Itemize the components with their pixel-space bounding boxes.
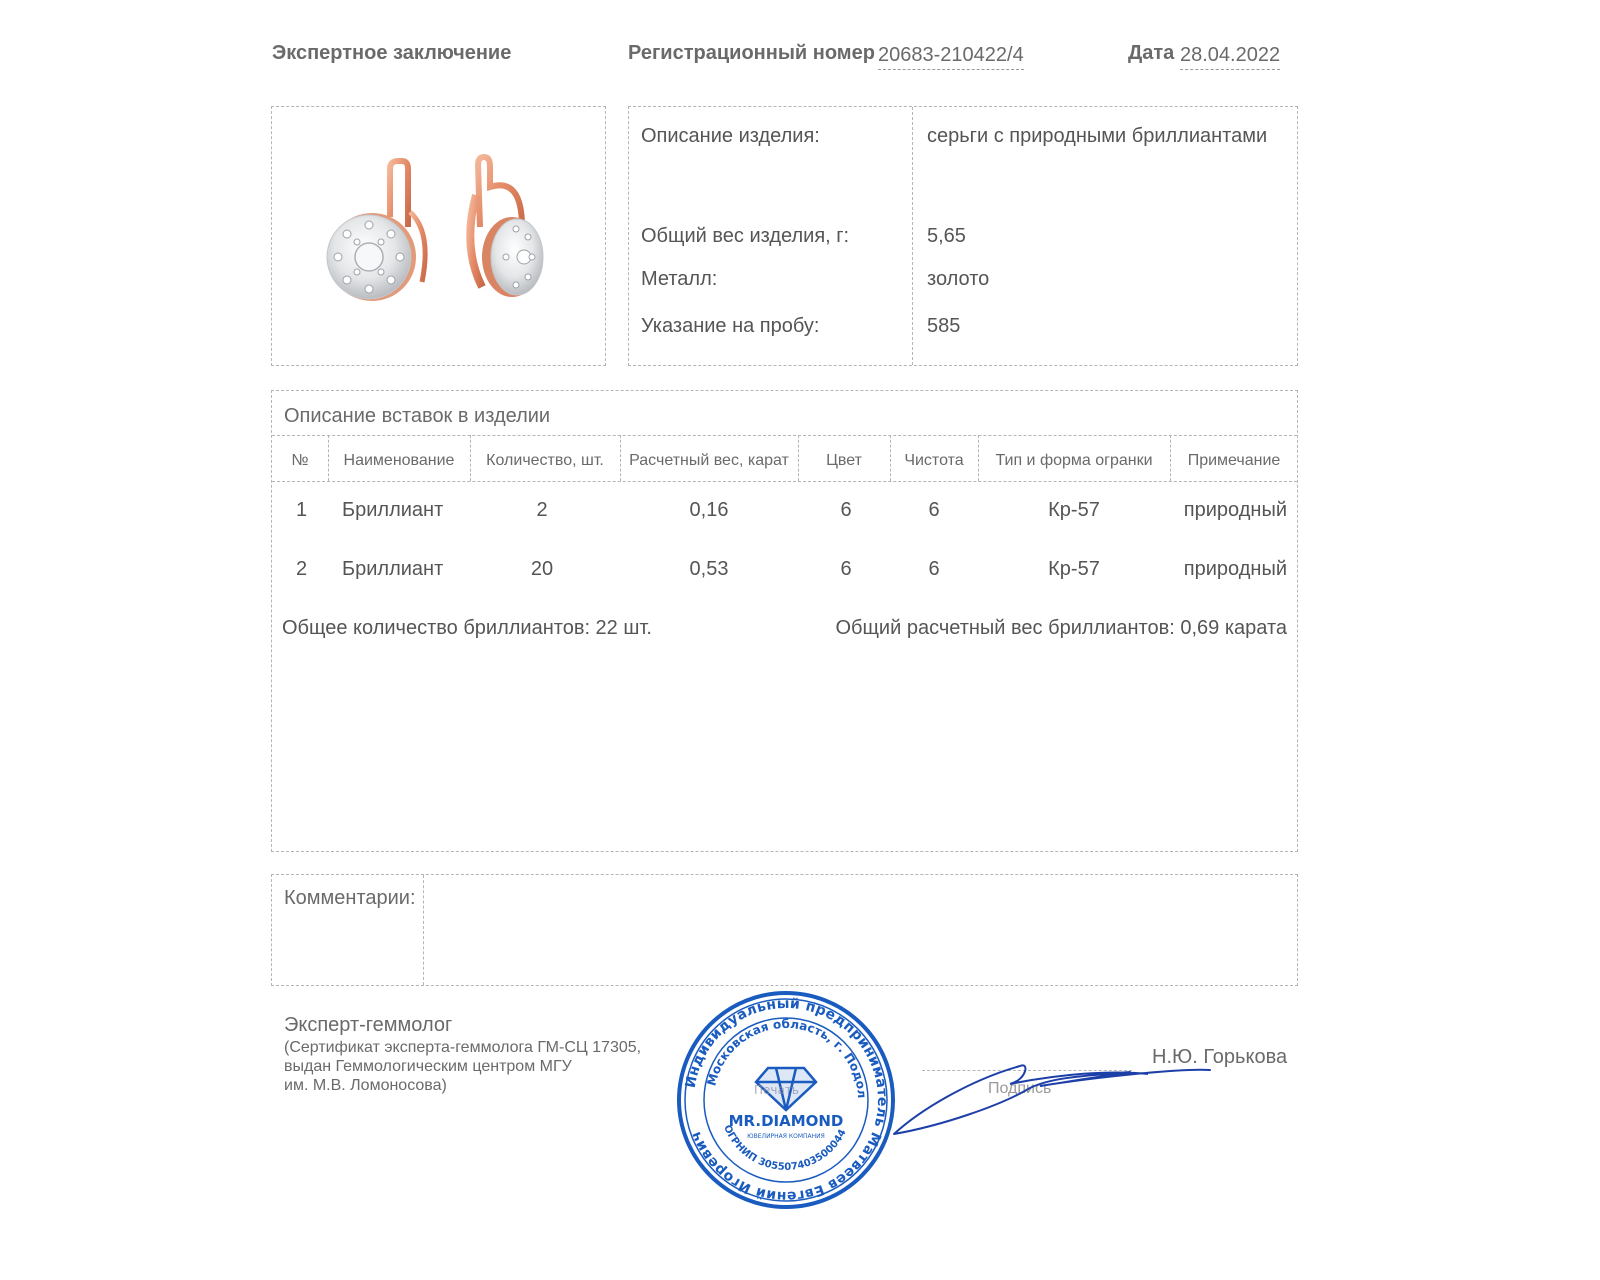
column-header-number: № [291,452,309,469]
date-value: 28.04.2022 [1180,44,1280,70]
column-header-quantity: Количество, шт. [486,452,604,469]
registration-number-value: 20683-210422/4 [878,44,1024,70]
column-header-weight: Расчетный вес, карат [629,452,789,469]
expert-name: Н.Ю. Горькова [1152,1046,1288,1068]
stamp-ogrnip: ОГРНИП 305507403500044 [721,1123,849,1173]
item-description-label: Описание изделия: [641,125,820,147]
item-weight-value: 5,65 [927,225,966,247]
stamp-brand: MR.DIAMOND [728,1112,844,1130]
item-hallmark-label: Указание на пробу: [641,315,820,337]
stamp-label: Печать [754,1083,799,1097]
item-hallmark-value: 585 [927,315,961,337]
company-stamp [676,990,896,1210]
signature-scribble [880,1040,1220,1150]
stamp-brand-sub: ЮВЕЛИРНАЯ КОМПАНИЯ [747,1133,825,1140]
inserts-box: Описание вставок в изделии № Наименование Количество, шт. Расчетный вес, карат Цвет Чистота Тип и форма огранки Примечание 1 Бриллиант 2 0,16 6 6 Кр-57 природный 2 Бриллиант 20 0,53 6 6 Кр-57 природный Общее количество бриллиантов: 22 шт. Общий расчетный вес бриллиантов: 0,69 карата [271,390,1298,852]
document-title: Экспертное заключение [272,42,512,64]
column-header-cut: Тип и форма огранки [995,452,1153,469]
comments-box [271,874,1298,986]
registration-number-label: Регистрационный номер [628,42,875,64]
item-description-box [628,106,1298,366]
stamp-outer-text: Индивидуальный предприниматель Матвеев Евгений Игоревич [682,995,891,1205]
column-header-note: Примечание [1187,452,1281,469]
earrings-image [272,107,604,363]
signature-label: Подпись [988,1080,1052,1097]
total-diamond-weight: Общий расчетный вес бриллиантов: 0,69 карата [835,617,1287,639]
comments-label: Комментарии: [284,887,416,909]
item-metal-value: золото [927,268,990,290]
expert-certificate: (Сертификат эксперта-геммолога ГМ-СЦ 17305, выдан Геммологическим центром МГУ им. М.В. Ломоносова) [284,1039,642,1094]
item-metal-label: Металл: [641,268,718,290]
column-header-clarity: Чистота [904,452,964,469]
column-header-color: Цвет [826,452,862,469]
inserts-title: Описание вставок в изделии [284,405,551,427]
date-label: Дата [1128,42,1175,64]
product-image-box [271,106,606,366]
total-diamond-count: Общее количество бриллиантов: 22 шт. [282,617,652,639]
svg-text:ОГРНИП 305507403500044 [721,1123,849,1172]
expert-title: Эксперт-геммолог [284,1014,453,1036]
column-header-name: Наименование [343,452,455,469]
item-description-value: серьги с природными бриллиантами [927,125,1268,147]
stamp-inner-text: Московская область, г. Подол [704,1016,870,1099]
item-weight-label: Общий вес изделия, г: [641,225,850,247]
